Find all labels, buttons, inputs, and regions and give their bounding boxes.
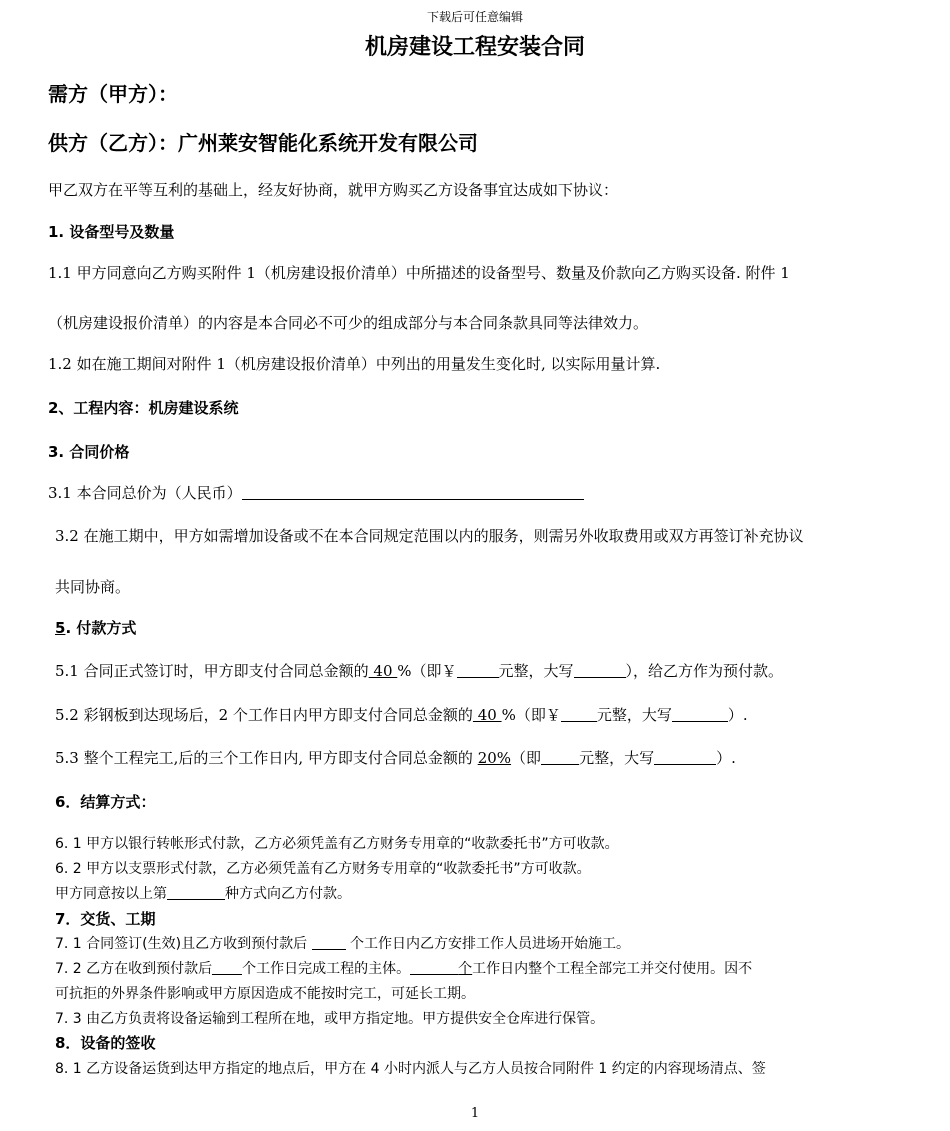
clause-5-3-percent: 20% [477,749,512,767]
section-5-title: . 付款方式 [65,619,137,637]
amount-blank [561,706,597,722]
clause-5-3 [55,747,736,768]
payment-method-blank [167,885,225,900]
clause-3-2-line-2: 共同协商。 [55,578,131,596]
amount-words-blank [654,749,716,765]
amount-blank [541,749,579,765]
clause-7-2-text-a: 7. 2 乙方在收到预付款后 [55,961,213,977]
section-5-heading [55,617,136,638]
amount-words-blank [672,706,728,722]
clause-5-2-text-a: 5.2 彩钢板到达现场后，2 个工作日内甲方即支付合同总金额的 [55,706,473,724]
days-blank [312,935,346,950]
clause-5-3-text-a: 5.3 整个工程完工,后的三个工作日内, 甲方即支付合同总金额的 [55,749,478,767]
party-b-line: 供方（乙方）：广州莱安智能化系统开发有限公司 [48,131,478,155]
clause-7-2-text-d: 工作日内整个工程全部完工并交付使用。因不 [472,961,753,977]
clause-6-3-text-a: 甲方同意按以上第 [55,886,167,902]
section-7-heading: 7．交货、工期 [55,910,156,928]
clause-7-2-text-b: 个工作日完成工程的主体。 [242,961,411,977]
clause-5-2 [55,704,748,725]
clause-5-2-text-b: %（即￥ [501,706,561,724]
clause-6-3 [55,883,351,903]
clause-5-1 [55,660,783,681]
page-number: 1 [470,1106,480,1121]
clause-7-1-text-a: 7. 1 合同签订(生效)且乙方收到预付款后 [55,936,312,952]
section-1-heading: 1. 设备型号及数量 [48,223,175,241]
clause-5-1-text-a: 5.1 合同正式签订时，甲方即支付合同总金额的 [55,662,369,680]
section-6-heading: 6．结算方式： [55,793,156,811]
clause-7-1 [55,933,630,953]
days-blank [410,960,458,975]
section-5-number: 5 [55,619,66,637]
clause-5-3-text-b: （即 [511,749,542,767]
clause-1-1-line-2: （机房建设报价清单）的内容是本合同必不可少的组成部分与本合同条款具同等法律效力。 [48,314,649,332]
party-a-line: 需方（甲方）： [48,82,178,106]
clause-8-1: 8. 1 乙方设备运货到达甲方指定的地点后，甲方在 4 小时内派人与乙方人员按合同附件 1 约定的内容现场清点、签 [55,1061,766,1077]
amount-blank [457,662,499,678]
clause-7-3: 7. 3 由乙方负责将设备运输到工程所在地，或甲方指定地。甲方提供安全仓库进行保管。 [55,1011,605,1027]
clause-6-2: 6. 2 甲方以支票形式付款，乙方必须凭盖有乙方财务专用章的“收款委托书”方可收款。 [55,861,591,877]
clause-5-1-text-c: 元整，大写 [498,662,574,680]
clause-5-2-text-c: 元整，大写 [596,706,672,724]
days-blank [212,960,242,975]
section-2-heading: 2、工程内容：机房建设系统 [48,399,239,417]
clause-5-1-text-d: ），给乙方作为预付款。 [625,662,784,680]
clause-3-1-text: 3.1 本合同总价为（人民币） [48,484,242,502]
document-title: 机房建设工程安装合同 [364,35,585,60]
total-price-blank [242,484,584,500]
clause-7-2-line-2: 可抗拒的外界条件影响或甲方原因造成不能按时完工，可延长工期。 [55,986,475,1002]
clause-7-2-text-c: 个 [458,961,473,977]
amount-words-blank [574,662,626,678]
clause-5-2-text-d: ）. [727,706,748,724]
clause-5-2-percent: 40 [472,706,502,724]
clause-7-1-text-b: 个工作日内乙方安排工作人员进场开始施工。 [345,936,630,952]
clause-1-1-line-1: 1.1 甲方同意向乙方购买附件 1（机房建设报价清单）中所描述的设备型号、数量及价款向乙方购买设备. 附件 1 [48,264,790,282]
clause-7-2-line-1 [55,958,752,978]
clause-5-3-text-c: 元整，大写 [579,749,655,767]
intro-paragraph: 甲乙双方在平等互利的基础上，经友好协商，就甲方购买乙方设备事宜达成如下协议： [48,181,619,199]
clause-3-1 [48,482,584,503]
clause-6-1: 6. 1 甲方以银行转帐形式付款，乙方必须凭盖有乙方财务专用章的“收款委托书”方可收款。 [55,836,619,852]
clause-5-3-text-d: ）. [716,749,736,767]
section-8-heading: 8．设备的签收 [55,1034,156,1052]
section-3-heading: 3. 合同价格 [48,443,130,461]
clause-5-1-percent: 40 [368,662,398,680]
clause-5-1-text-b: %（即￥ [397,662,457,680]
clause-6-3-text-b: 种方式向乙方付款。 [225,886,351,902]
clause-3-2-line-1: 3.2 在施工期中，甲方如需增加设备或不在本合同规定范围以内的服务，则需另外收取费用或双方再签订补充协议 [55,527,804,545]
page-header: 下载后可任意编辑 [426,10,523,24]
clause-1-2: 1.2 如在施工期间对附件 1（机房建设报价清单）中列出的用量发生变化时, 以实际用量计算. [48,355,661,373]
